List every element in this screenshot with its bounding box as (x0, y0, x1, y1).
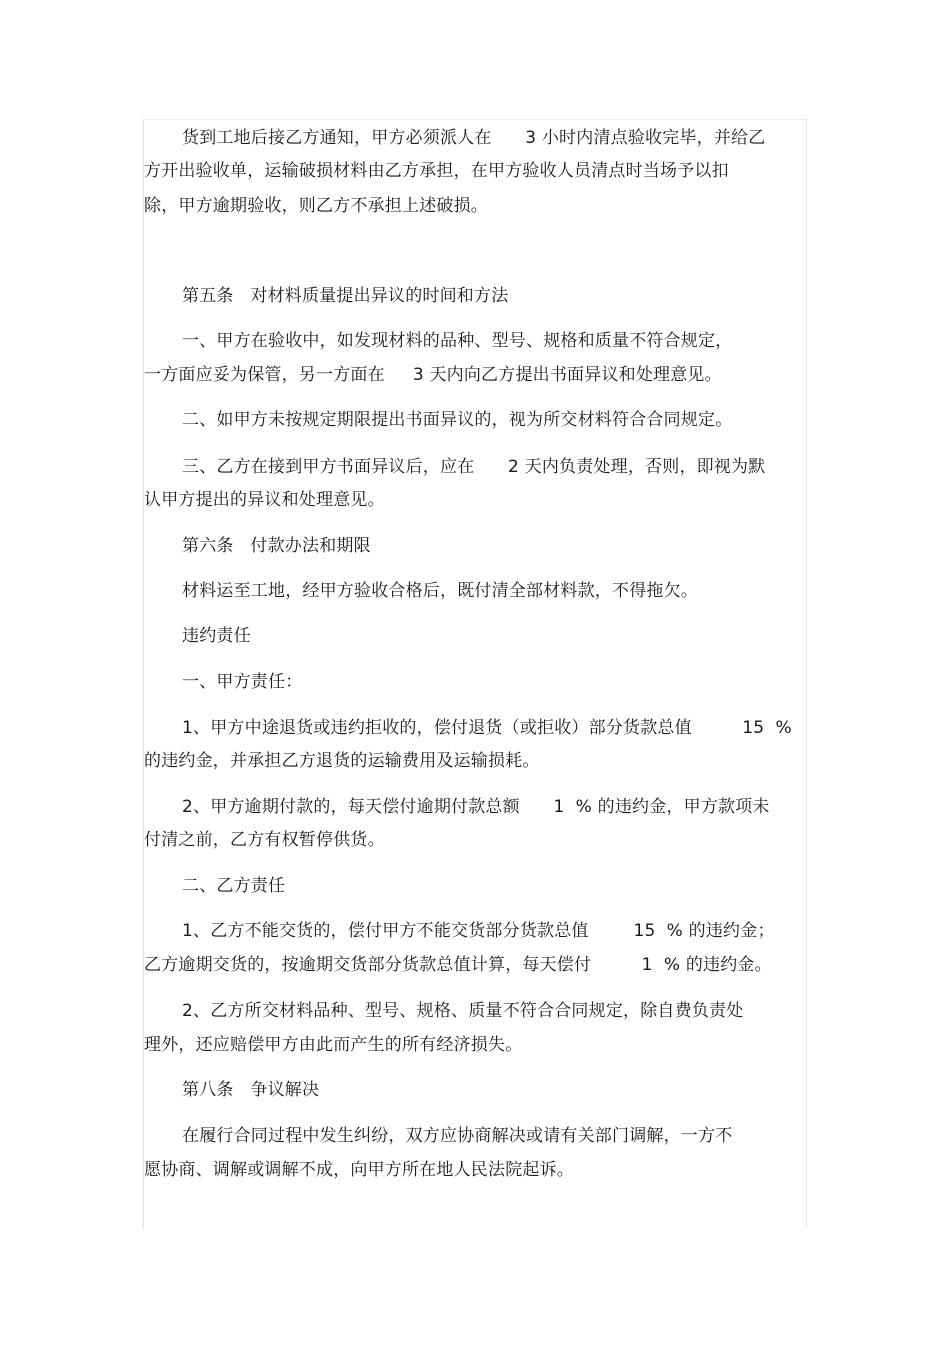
article-6-heading: 第六条 付款办法和期限 (182, 536, 371, 556)
clause-4-line-3: 除，甲方逾期验收，则乙方不承担上述破损。 (144, 196, 488, 216)
party-b-item-1-line-1: 1、乙方不能交货的，偿付甲方不能交货部分货款总值 15 % 的违约金； (182, 921, 775, 941)
clause-4-line-1: 货到工地后接乙方通知，甲方必须派人在 3 小时内清点验收完毕，并给乙 (182, 128, 766, 148)
clause-4-line-2: 方开出验收单，运输破损材料由乙方承担，在甲方验收人员清点时当场予以扣 (144, 161, 729, 181)
article-5-item-2: 二、如甲方未按规定期限提出书面异议的，视为所交材料符合合同规定。 (182, 410, 733, 430)
party-b-item-2-line-2: 理外，还应赔偿甲方由此而产生的所有经济损失。 (144, 1035, 523, 1055)
party-b-item-1-line-2: 乙方逾期交货的，按逾期交货部分货款总值计算，每天偿付 1 % 的违约金。 (144, 955, 772, 975)
article-5-heading: 第五条 对材料质量提出异议的时间和方法 (182, 286, 509, 306)
party-a-item-1-line-1: 1、甲方中途退货或违约拒收的，偿付退货（或拒收）部分货款总值 15 % (182, 718, 792, 738)
article-8-body-line-1: 在履行合同过程中发生纠纷，双方应协商解决或请有关部门调解，一方不 (182, 1126, 733, 1146)
party-a-liability-heading: 一、甲方责任： (182, 672, 303, 692)
article-8-heading: 第八条 争议解决 (182, 1080, 320, 1100)
article-5-item-1-line-2: 一方面应妥为保管，另一方面在 3 天内向乙方提出书面异议和处理意见。 (144, 365, 722, 385)
party-a-item-1-line-2: 的违约金，并承担乙方退货的运输费用及运输损耗。 (144, 751, 540, 771)
article-6-body: 材料运至工地，经甲方验收合格后，既付清全部材料款，不得拖欠。 (182, 581, 698, 601)
party-b-item-2-line-1: 2、乙方所交材料品种、型号、规格、质量不符合合同规定，除自费负责处 (182, 1001, 744, 1021)
party-a-item-2-line-1: 2、甲方逾期付款的，每天偿付逾期付款总额 1 % 的违约金，甲方款项未 (182, 797, 770, 817)
article-5-item-3-line-1: 三、乙方在接到甲方书面异议后，应在 2 天内负责处理，否则，即视为默 (182, 457, 766, 477)
article-8-body-line-2: 愿协商、调解或调解不成，向甲方所在地人民法院起诉。 (144, 1160, 574, 1180)
party-b-liability-heading: 二、乙方责任 (182, 876, 286, 896)
article-5-item-3-line-2: 认甲方提出的异议和处理意见。 (144, 490, 385, 510)
article-5-item-1-line-1: 一、甲方在验收中，如发现材料的品种、型号、规格和质量不符合规定， (182, 331, 733, 351)
liability-heading: 违约责任 (182, 626, 251, 646)
party-a-item-2-line-2: 付清之前，乙方有权暂停供货。 (144, 830, 385, 850)
